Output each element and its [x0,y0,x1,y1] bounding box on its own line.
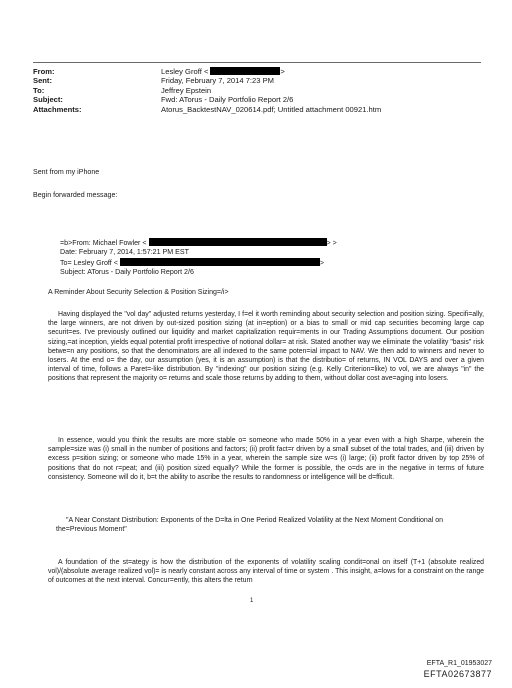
redaction-box [149,238,327,246]
sent-value: Friday, February 7, 2014 7:23 PM [161,76,274,86]
fwd-subject-line: Subject: ATorus - Daily Portfolio Report 2/6 [60,267,194,276]
attachments-value: Atorus_BacktestNAV_020614.pdf; Untitled attachment 00921.htm [161,104,382,114]
paragraph-3: A foundation of the st=ategy is how the distribution of the exponents of volatility scaling condit=onal on itself (T+1 (absolute realized vol)/(absolute average realized vol)= is nearly constant across any interval of time or system . This insight, a=lows for a constraint on the range of outcomes at the next interval. Concur=ently, this alters the return [48,559,484,585]
sent-label: Sent: [33,76,52,86]
subject-value: Fwd: ATorus - Daily Portfolio Report 2/6 [161,95,294,105]
from-label: From: [33,67,55,76]
sent-row [33,76,481,85]
bates-reference-large: EFTA02673877 [423,669,492,679]
header-divider [33,62,481,63]
paragraph-2: In essence, would you think the results are more stable o= someone who made 50% in a year even with a high Sharpe, wherein the sample=size was (i) small in the number of positions and factors; (ii) profit fact=r driven by a small subset of the total trades, and (iii) driven by excess p=sition sizing; or someone who made 15% in a year, wherein the sample size w=s (i) large; (ii) profit factor driven by top 25% of positions that do not r=peat; and (iii) position sized equally? While the former is possible, the o=ds are in the negative in terms of future consistency. Someone will do it, b=t the ability to ascribe the results to randomness or intelligence will be d=fficult. [48,437,484,481]
to-label: To: [33,85,45,95]
page-number: 1 [250,598,254,604]
to-value: Jeffrey Epstein [161,85,212,95]
attachments-label: Attachments: [33,104,82,114]
from-row [33,67,481,76]
fwd-from-line: =b>From: Michael Fowler < > > [60,239,337,247]
from-value: Lesley Groff < > [161,67,285,76]
email-header [33,67,481,114]
fwd-to-line: To= Lesley Groff < > [60,258,324,267]
attachments-row [33,105,481,114]
redaction-box [120,258,320,266]
sent-from-line: Sent from my iPhone [33,168,100,176]
subject-row [33,95,481,104]
reminder-title: A Reminder About Security Selection & Position Sizing=/i> [48,289,229,296]
begin-forwarded-line: Begin forwarded message: [33,191,118,199]
subject-label: Subject: [33,95,63,105]
quote-title: "A Near Constant Distribution: Exponents of the D=lta in One Period Realized Volatility at the Next Moment Conditional on the=Previous Moment" [56,517,443,534]
bates-reference-small: EFTA_R1_01953027 [426,660,492,667]
redaction-box [210,67,280,75]
to-row [33,86,481,95]
forwarded-header [60,238,480,277]
fwd-date-line: Date: February 7, 2014, 1:57:21 PM EST [60,248,189,257]
paragraph-1: Having displayed the "vol day" adjusted returns yesterday, I f=el it worth reminding about security selection and position sizing. Specifi=ally, the large winners, are not driven by out-sized position sizing (at in=eption) or a bias to small or mid cap securities becoming large cap securit=es. I've previously outlined our liquidity and market capitalization requir=ments in our Trading Assumptions document. Our position sizing,=at inception, yields equal potential profit irrespective of notional dollar= at risk. Stated another way we eliminate the volatility "basis" risk betwe=n any positions, so that the denominators are all indexed to the same poten=ial impact to NAV. We then add to winners and never to losers. At the end o= the day, our assumption (yes, it is an assumption) is that the distributio= of returns, IN VOL DAYS and over a given interval of time, follows a Paret=-like distribution. By "indexing" our position sizing (e.g. Kelly Criterion=like) to vol, we are always "in" the positions that represent the majority o= returns and scale those returns by adding to them, without dollar cost ave=aging into losers. [48,311,484,383]
